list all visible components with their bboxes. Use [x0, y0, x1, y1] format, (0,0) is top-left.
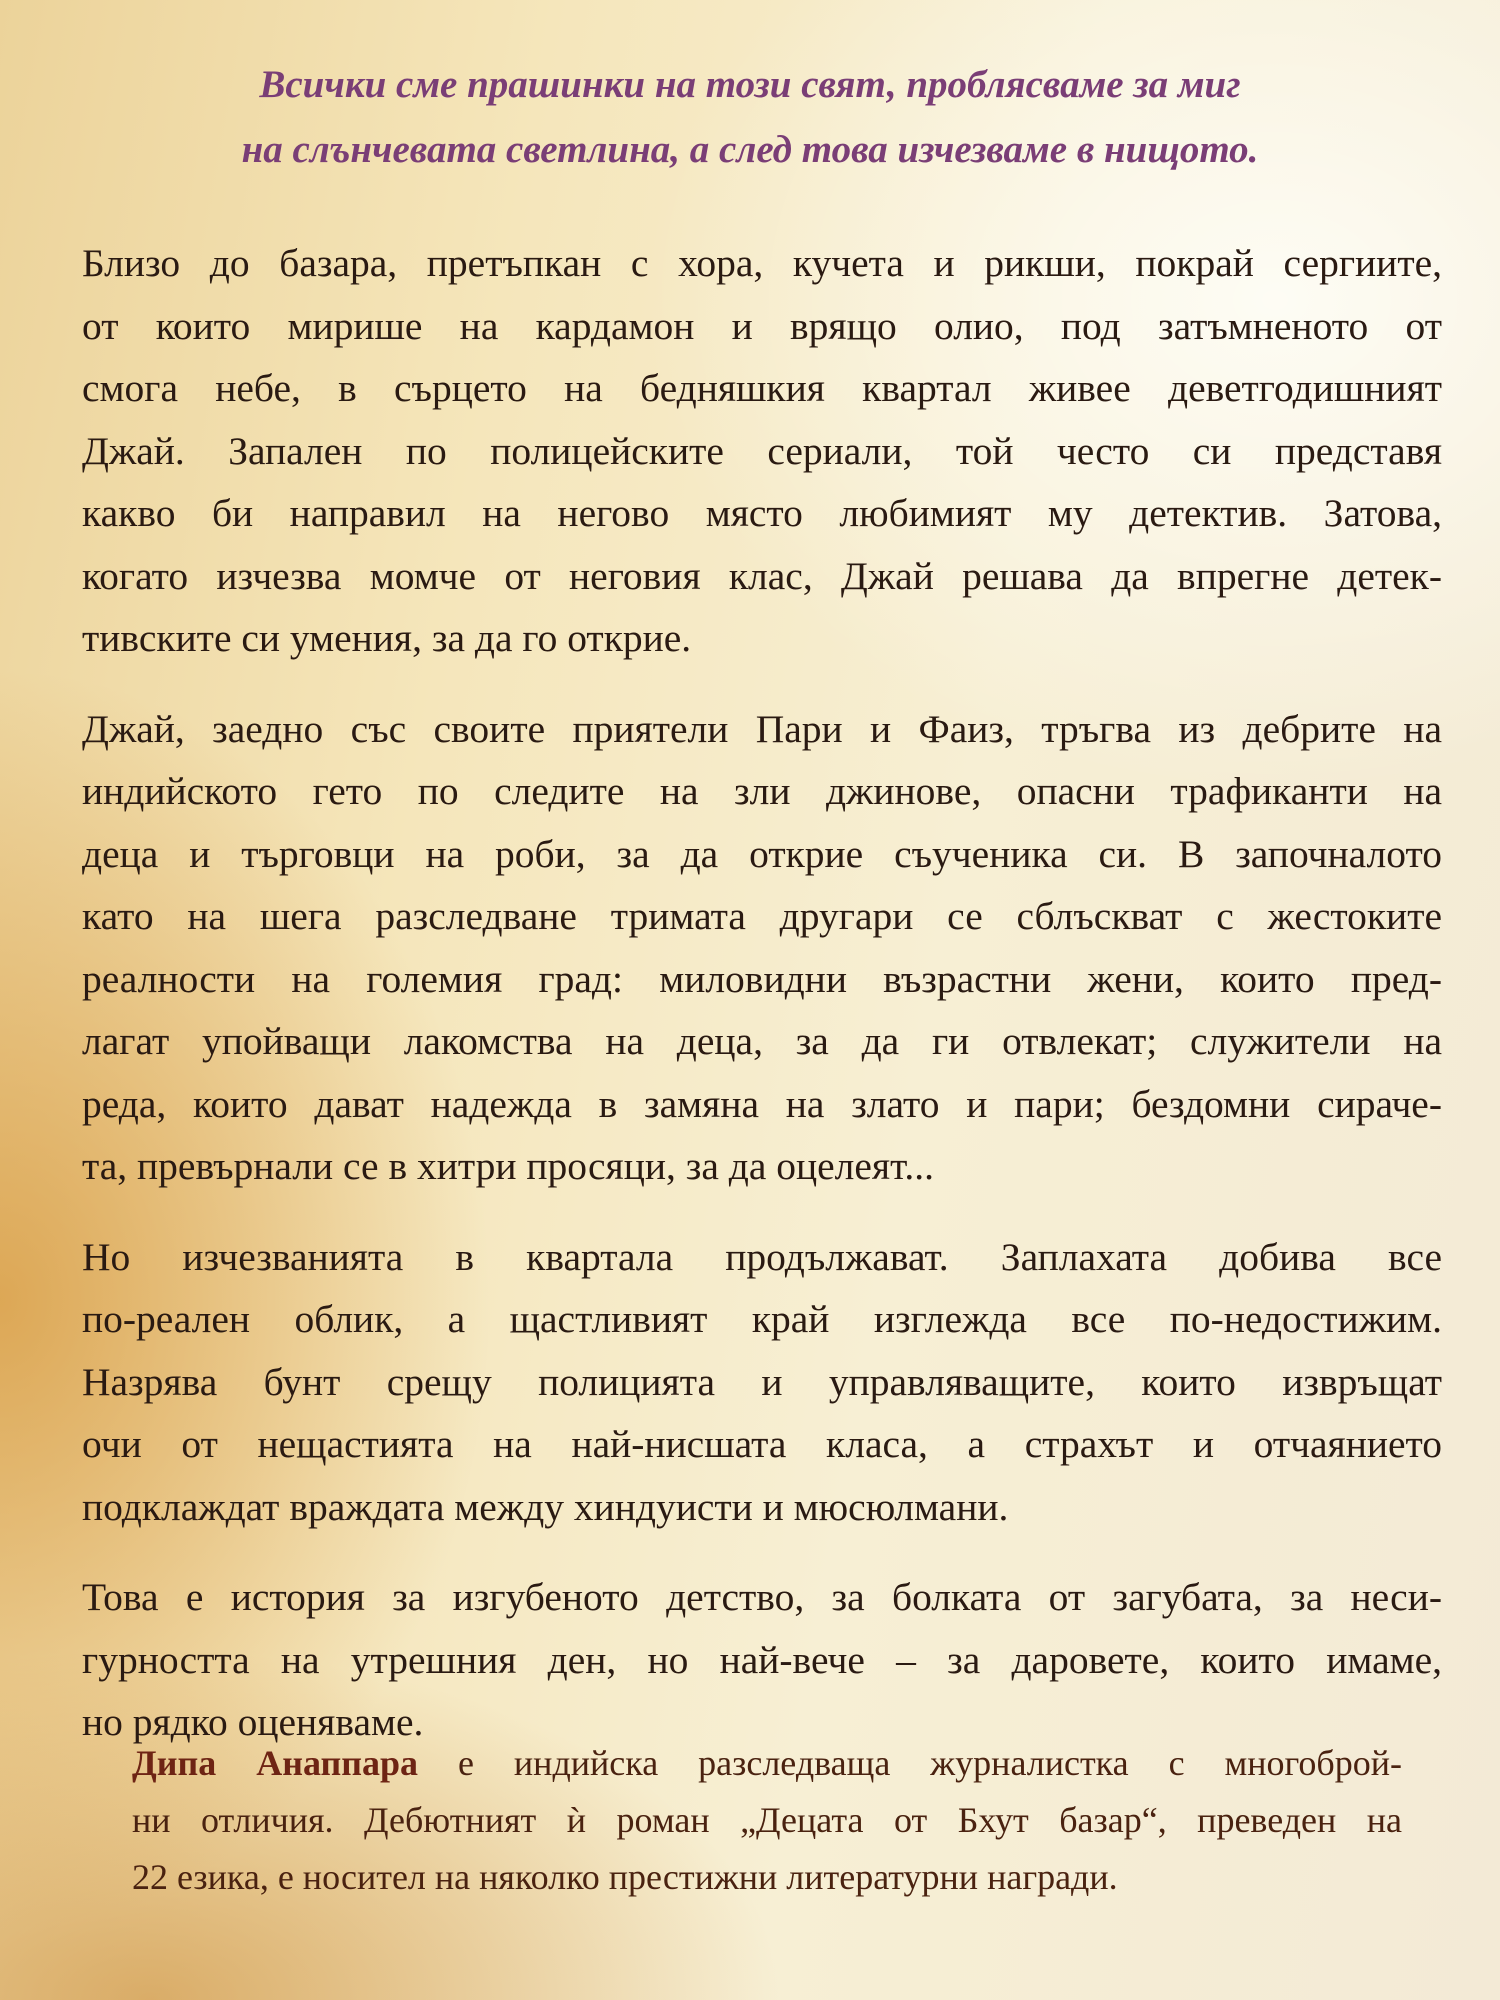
text-line: реда, които дават надежда в замяна на злато и пари; бездомни сираче-	[82, 1081, 1442, 1126]
text-line: лагат упойващи лакомства на деца, за да ги отвлекат; служители на	[82, 1019, 1442, 1063]
text-line: реалности на големия град: миловидни възрастни жени, които пред-	[82, 956, 1442, 1001]
text-line: по-реален облик, а щастливият край изглежда все по-недостижим.	[82, 1297, 1442, 1341]
text-line: очи от нещастията на най-нисшата класа, а страхът и отчаянието	[82, 1422, 1442, 1466]
epigraph-quote	[150, 52, 1350, 182]
author-name: Дипа Анаппара	[132, 1743, 418, 1783]
text-line: като на шега разследване тримата другари се сблъскват с жестоките	[82, 894, 1442, 938]
text-line: когато изчезва момче от неговия клас, Джай решава да впрегне детек-	[82, 553, 1442, 598]
text-line: подклаждат враждата между хиндуисти и мюсюлмани.	[82, 1484, 1009, 1529]
epigraph-line: на слънчевата светлина, а след това изчезваме в нищото.	[241, 128, 1259, 171]
blurb-paragraph-4	[82, 1566, 1442, 1754]
text-line: от които мирише на кардамон и врящо олио, под затъмненото от	[82, 303, 1442, 348]
epigraph-line: Всички сме прашинки на този свят, проблясваме за миг	[259, 63, 1241, 106]
text-line: тивските си умения, за да го открие.	[82, 616, 692, 660]
blurb-text	[82, 232, 1442, 1782]
text-line: индийското гето по следите на зли джинове, опасни трафиканти на	[82, 769, 1442, 813]
text-line: но рядко оценяваме.	[82, 1700, 424, 1744]
blurb-paragraph-3	[82, 1226, 1442, 1539]
text-line: Но изчезванията в квартала продължават. Заплахата добива все	[82, 1234, 1442, 1279]
text-line: та, превърнали се в хитри просяци, за да оцелеят...	[82, 1144, 934, 1188]
text-line: какво би направил на негово място любимият му детектив. Затова,	[82, 491, 1442, 535]
text-line: Джай. Запален по полицейските сериали, той често си представя	[82, 428, 1442, 473]
text-line: Джай, заедно със своите приятели Пари и Фаиз, тръгва из дебрите на	[82, 706, 1442, 751]
text-line: смога небе, в сърцето на бедняшкия квартал живее деветгодишният	[82, 366, 1442, 410]
bio-line: ни отличия. Дебютният ѝ роман „Децата от Бхут базар“, преведен на	[132, 1800, 1402, 1840]
text-line: Близо до базара, претъпкан с хора, кучета и рикши, покрай сергиите,	[82, 241, 1442, 285]
text-line: деца и търговци на роби, за да открие съученика си. В започналото	[82, 831, 1442, 876]
author-bio	[132, 1735, 1402, 1906]
bio-line: 22 езика, е носител на няколко престижни литературни награди.	[132, 1857, 1118, 1897]
text-line: Назрява бунт срещу полицията и управляващите, които извръщат	[82, 1359, 1442, 1404]
blurb-paragraph-1	[82, 232, 1442, 670]
text-line: гурността на утрешния ден, но най-вече – за даровете, които имаме,	[82, 1637, 1442, 1682]
bio-line-rest: е индийска разследваща журналистка с многоброй-	[418, 1743, 1402, 1783]
text-line: Това е история за изгубеното детство, за болката от загубата, за неси-	[82, 1575, 1442, 1619]
bio-line	[132, 1735, 1402, 1792]
blurb-paragraph-2	[82, 698, 1442, 1198]
